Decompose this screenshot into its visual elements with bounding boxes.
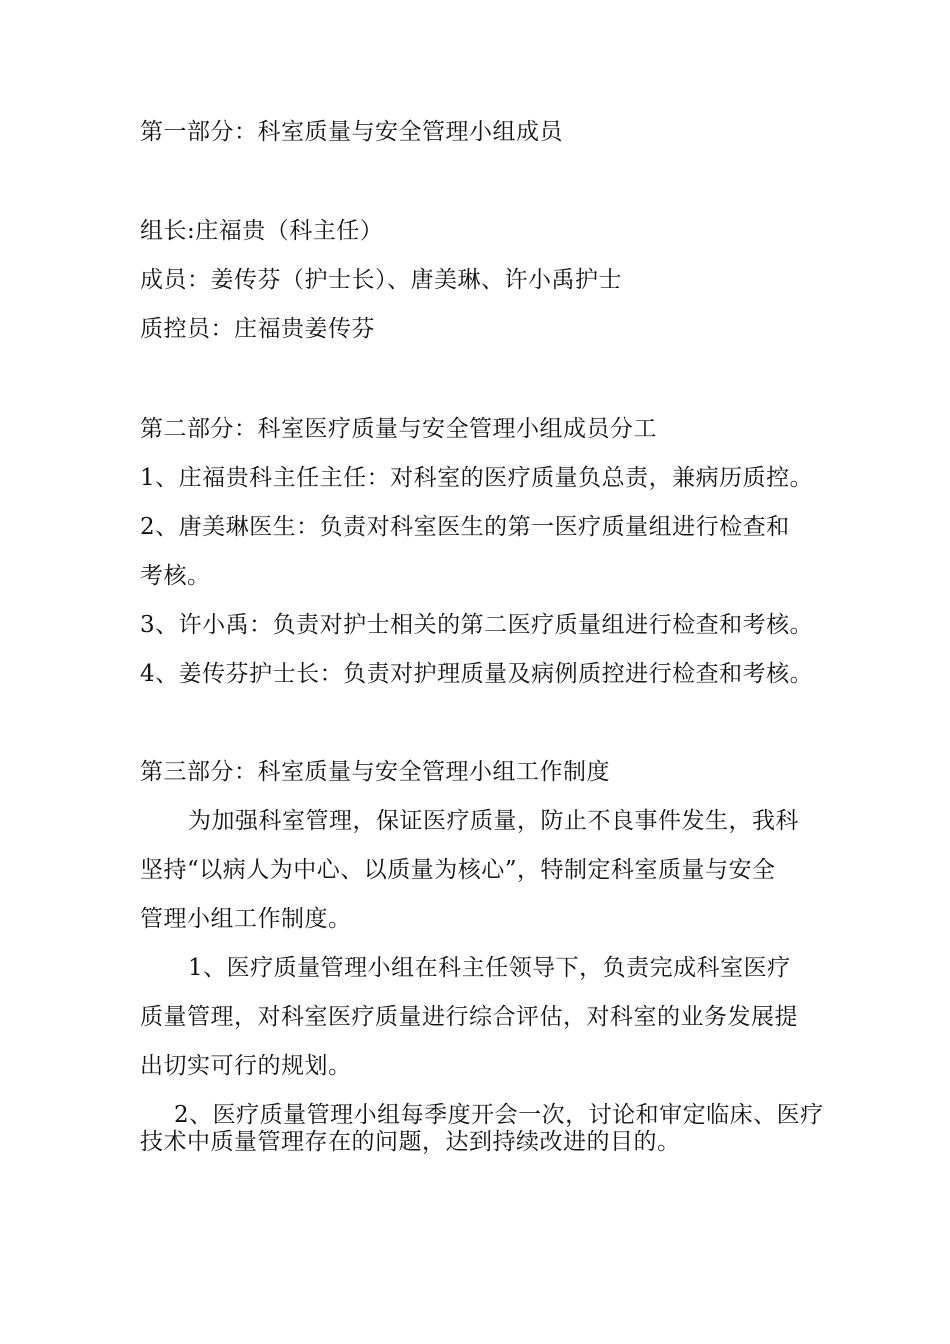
section1-members: 成员：姜传芬（护士长）、唐美琳、许小禹护士 [140, 267, 622, 293]
section2-heading: 第二部分：科室医疗质量与安全管理小组成员分工 [140, 416, 657, 442]
section3-heading: 第三部分：科室质量与安全管理小组工作制度 [140, 759, 610, 785]
section3-rule2-line-2: 技术中质量管理存在的问题，达到持续改进的目的。 [140, 1129, 681, 1155]
section2-item-1: 1、庄福贵科主任主任：对科室的医疗质量负总责，兼病历质控。 [140, 465, 814, 491]
section3-intro-line-1: 为加强科室管理，保证医疗质量，防止不良事件发生，我科 [188, 808, 799, 834]
section1-heading: 第一部分：科室质量与安全管理小组成员 [140, 119, 563, 145]
section3-rule2-line-1: 2、医疗质量管理小组每季度开会一次，讨论和审定临床、医疗 [174, 1102, 824, 1128]
section2-item-3: 3、许小禹：负责对护士相关的第二医疗质量组进行检查和考核。 [140, 612, 814, 638]
section3-rule1-line-3: 出切实可行的规划。 [140, 1053, 352, 1079]
section2-item-2: 2、唐美琳医生：负责对科室医生的第一医疗质量组进行检查和 [140, 514, 790, 540]
section1-leader: 组长:庄福贵（科主任） [140, 218, 384, 244]
section1-qc: 质控员：庄福贵姜传芬 [140, 316, 375, 342]
section3-intro-line-3: 管理小组工作制度。 [140, 906, 352, 932]
section2-item-2-cont: 考核。 [140, 563, 211, 589]
section3-rule1-line-2: 质量管理，对科室医疗质量进行综合评估，对科室的业务发展提 [140, 1004, 798, 1030]
section3-rule1-line-1: 1、医疗质量管理小组在科主任领导下，负责完成科室医疗 [188, 955, 791, 981]
section3-intro-line-2: 坚持“以病人为中心、以质量为核心”，特制定科室质量与安全 [140, 857, 776, 883]
section2-item-4: 4、姜传芬护士长：负责对护理质量及病例质控进行检查和考核。 [140, 661, 814, 687]
